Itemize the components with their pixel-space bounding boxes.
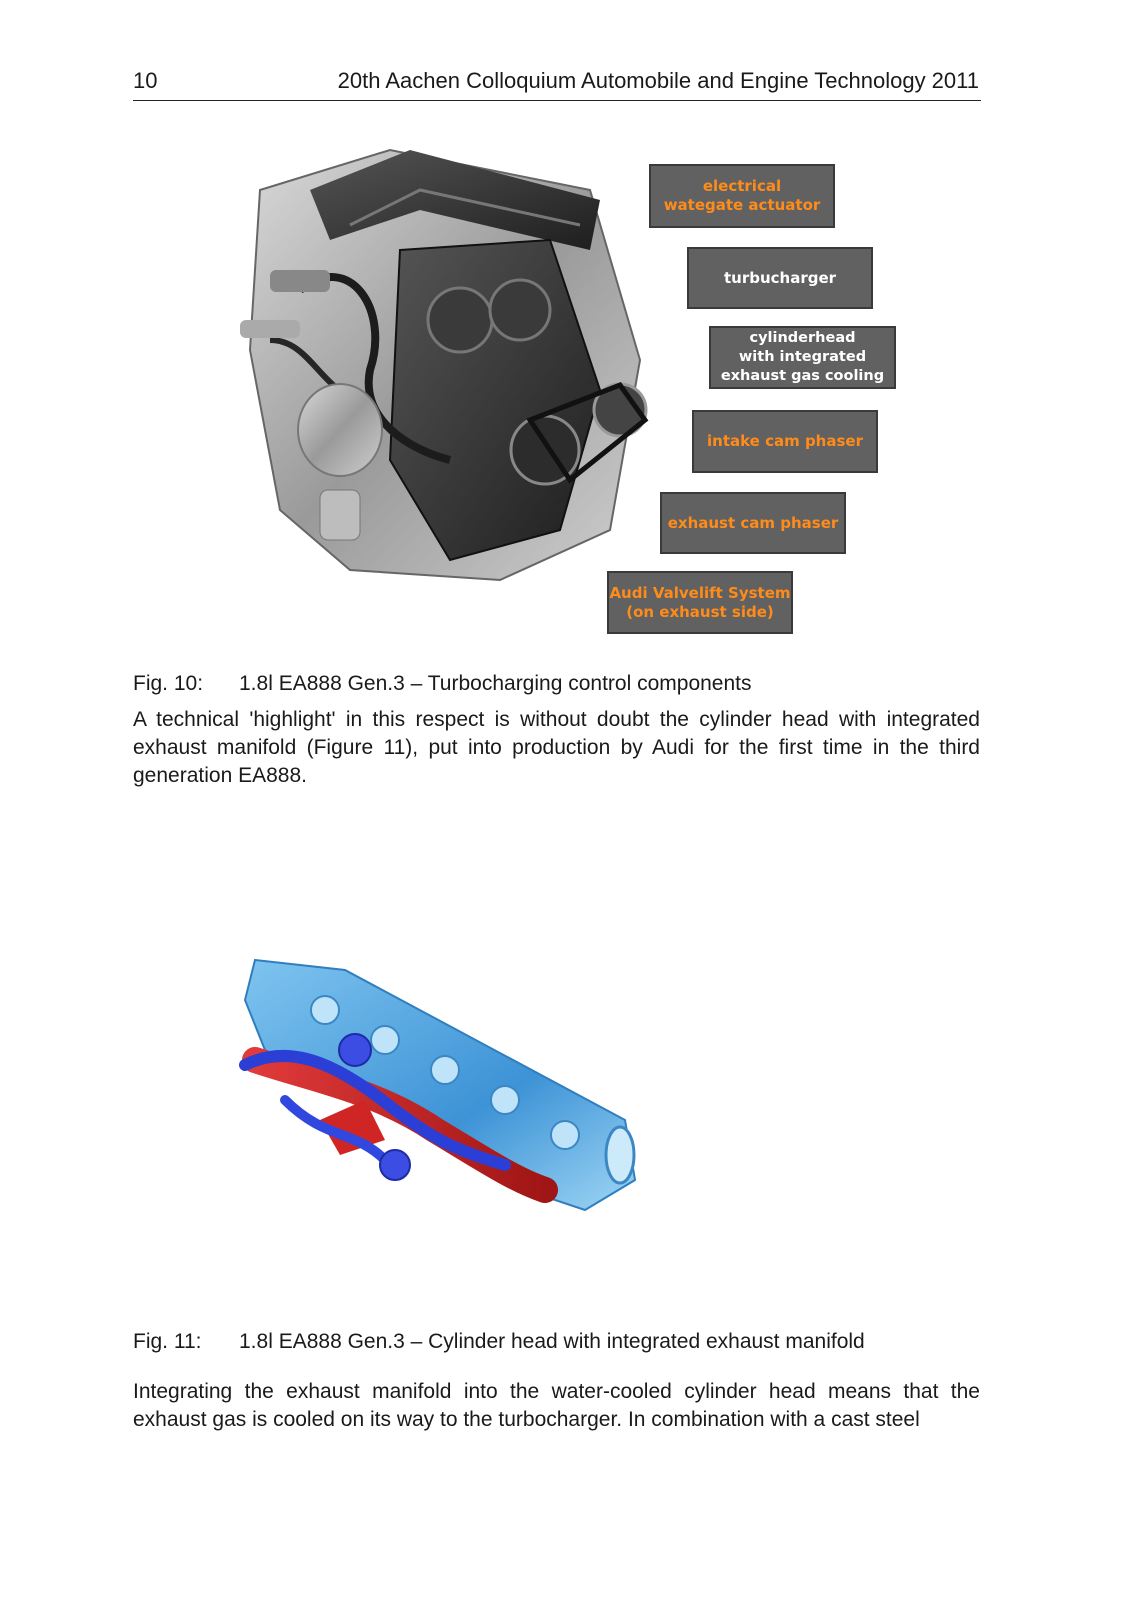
figure-10-number: Fig. 10: — [133, 672, 204, 695]
label-exhaust-cam-phaser: exhaust cam phaser — [660, 492, 846, 554]
paragraph-2: Integrating the exhaust manifold into the water-cooled cylinder head means that the exhaust gas is cooled on its way to the turbocharger. In combination with a cast steel — [133, 1380, 980, 1431]
page-header — [133, 66, 981, 101]
engine-illustration — [200, 130, 670, 600]
header-title: 20th Aachen Colloquium Automobile and Engine Technology 2011 — [337, 68, 979, 93]
label-audi-valvelift-system: Audi Valvelift System (on exhaust side) — [607, 571, 793, 634]
figure-11-caption — [133, 1330, 865, 1354]
figure-11 — [225, 940, 645, 1230]
figure-10 — [200, 130, 910, 650]
label-cylinderhead-exhaust-cooling: cylinderhead with integrated exhaust gas cooling — [709, 326, 896, 389]
page-number: 10 — [133, 68, 158, 93]
paragraph-1: A technical 'highlight' in this respect is without doubt the cylinder head with integrated exhaust manifold (Figure 11), put into production by Audi for the first time in the third generation EA888. — [133, 708, 980, 787]
label-intake-cam-phaser: intake cam phaser — [692, 410, 878, 473]
manifold-illustration — [225, 940, 645, 1230]
label-electrical-wastegate-actuator: electrical wategate actuator — [649, 164, 835, 228]
figure-11-number: Fig. 11: — [133, 1330, 202, 1353]
figure-11-caption-text: 1.8l EA888 Gen.3 – Cylinder head with integrated exhaust manifold — [239, 1330, 865, 1353]
figure-10-caption-text: 1.8l EA888 Gen.3 – Turbocharging control components — [239, 672, 752, 695]
figure-10-caption — [133, 672, 752, 696]
label-turbocharger: turbucharger — [687, 247, 873, 309]
